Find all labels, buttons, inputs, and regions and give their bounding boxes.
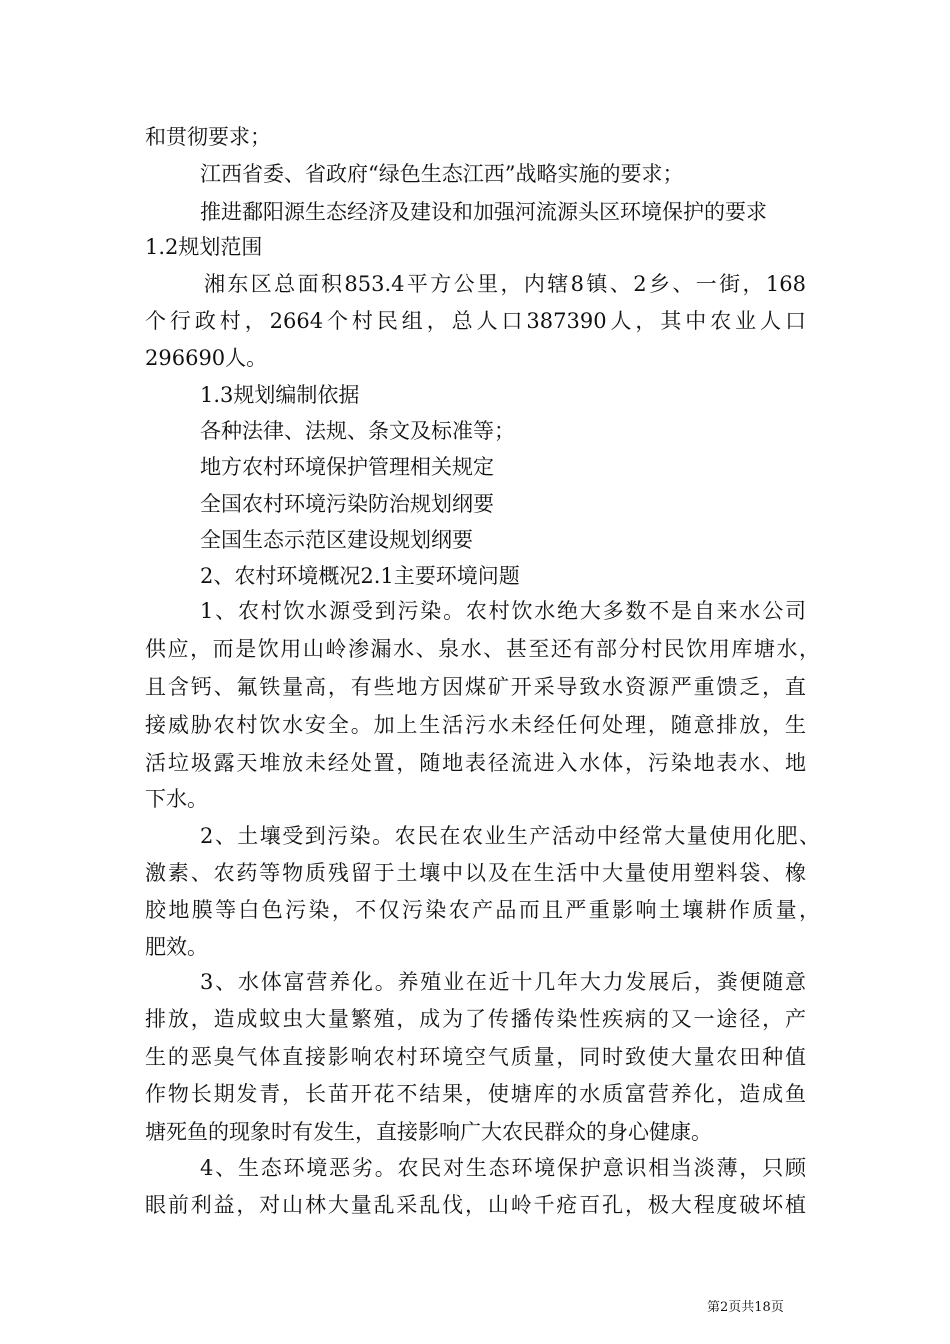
text-line: 接威胁农村饮水安全。加上生活污水未经任何处理，随意排放，生 [145, 713, 806, 737]
text-line: 排放，造成蚊虫大量繁殖，成为了传播传染性疾病的又一途径，产 [145, 1007, 806, 1031]
text-line: 供应，而是饮用山岭渗漏水、泉水、甚至还有部分村民饮用库塘水， [145, 637, 820, 661]
text-line: 激素、农药等物质残留于土壤中以及在生活中大量使用塑料袋、橡 [145, 861, 806, 885]
text-line: 湘东区总面积853.4平方公里，内辖8镇、2乡、一街，168 [204, 272, 806, 296]
text-line: 活垃圾露天堆放未经处置，随地表径流进入水体，污染地表水、地 [145, 751, 806, 775]
text-line: 生的恶臭气体直接影响农村环境空气质量，同时致使大量农田种值 [145, 1045, 806, 1069]
section-heading: 2、农村环境概况2.1主要环境问题 [200, 564, 520, 588]
section-heading: 1.3规划编制依据 [200, 383, 360, 407]
text-line: 个行政村，2664个村民组，总人口387390人，其中农业人口 [145, 309, 806, 333]
text-line: 推进鄱阳源生态经济及建设和加强河流源头区环境保护的要求 [200, 200, 767, 224]
text-line: 胶地膜等白色污染，不仅污染农产品而且严重影响土壤耕作质量， [145, 898, 820, 922]
text-line: 各种法律、法规、条文及标准等； [200, 419, 515, 443]
text-line: 全国生态示范区建设规划纲要 [200, 528, 473, 552]
text-line: 3、水体富营养化。养殖业在近十几年大力发展后，粪便随意 [200, 970, 806, 994]
text-line: 肥效。 [145, 935, 208, 959]
text-line: 江西省委、省政府“绿色生态江西”战略实施的要求； [200, 162, 684, 186]
text-line: 2、土壤受到污染。农民在农业生产活动中经常大量使用化肥、 [200, 824, 820, 848]
text-line: 1、农村饮水源受到污染。农村饮水绝大多数不是自来水公司 [200, 599, 806, 623]
text-line: 地方农村环境保护管理相关规定 [200, 455, 494, 479]
text-line: 296690人。 [145, 346, 268, 370]
text-line: 且含钙、氟铁量高，有些地方因煤矿开采导致水资源严重馈乏，直 [145, 675, 806, 699]
text-line: 4、生态环境恶劣。农民对生态环境保护意识相当淡薄，只顾 [200, 1156, 806, 1180]
text-line: 全国农村环境污染防治规划纲要 [200, 492, 494, 516]
text-line: 眼前利益，对山林大量乱采乱伐，山岭千疮百孔，极大程度破坏植 [145, 1193, 806, 1217]
section-heading: 1.2规划范围 [145, 235, 263, 259]
text-line: 塘死鱼的现象时有发生，直接影响广大农民群众的身心健康。 [145, 1120, 712, 1144]
text-line: 下水。 [145, 787, 208, 811]
page-number-footer: 第2页共18页 [707, 1300, 784, 1315]
text-line: 和贯彻要求； [145, 125, 271, 149]
text-line: 作物长期发青，长苗开花不结果，使塘库的水质富营养化，造成鱼 [145, 1082, 806, 1106]
